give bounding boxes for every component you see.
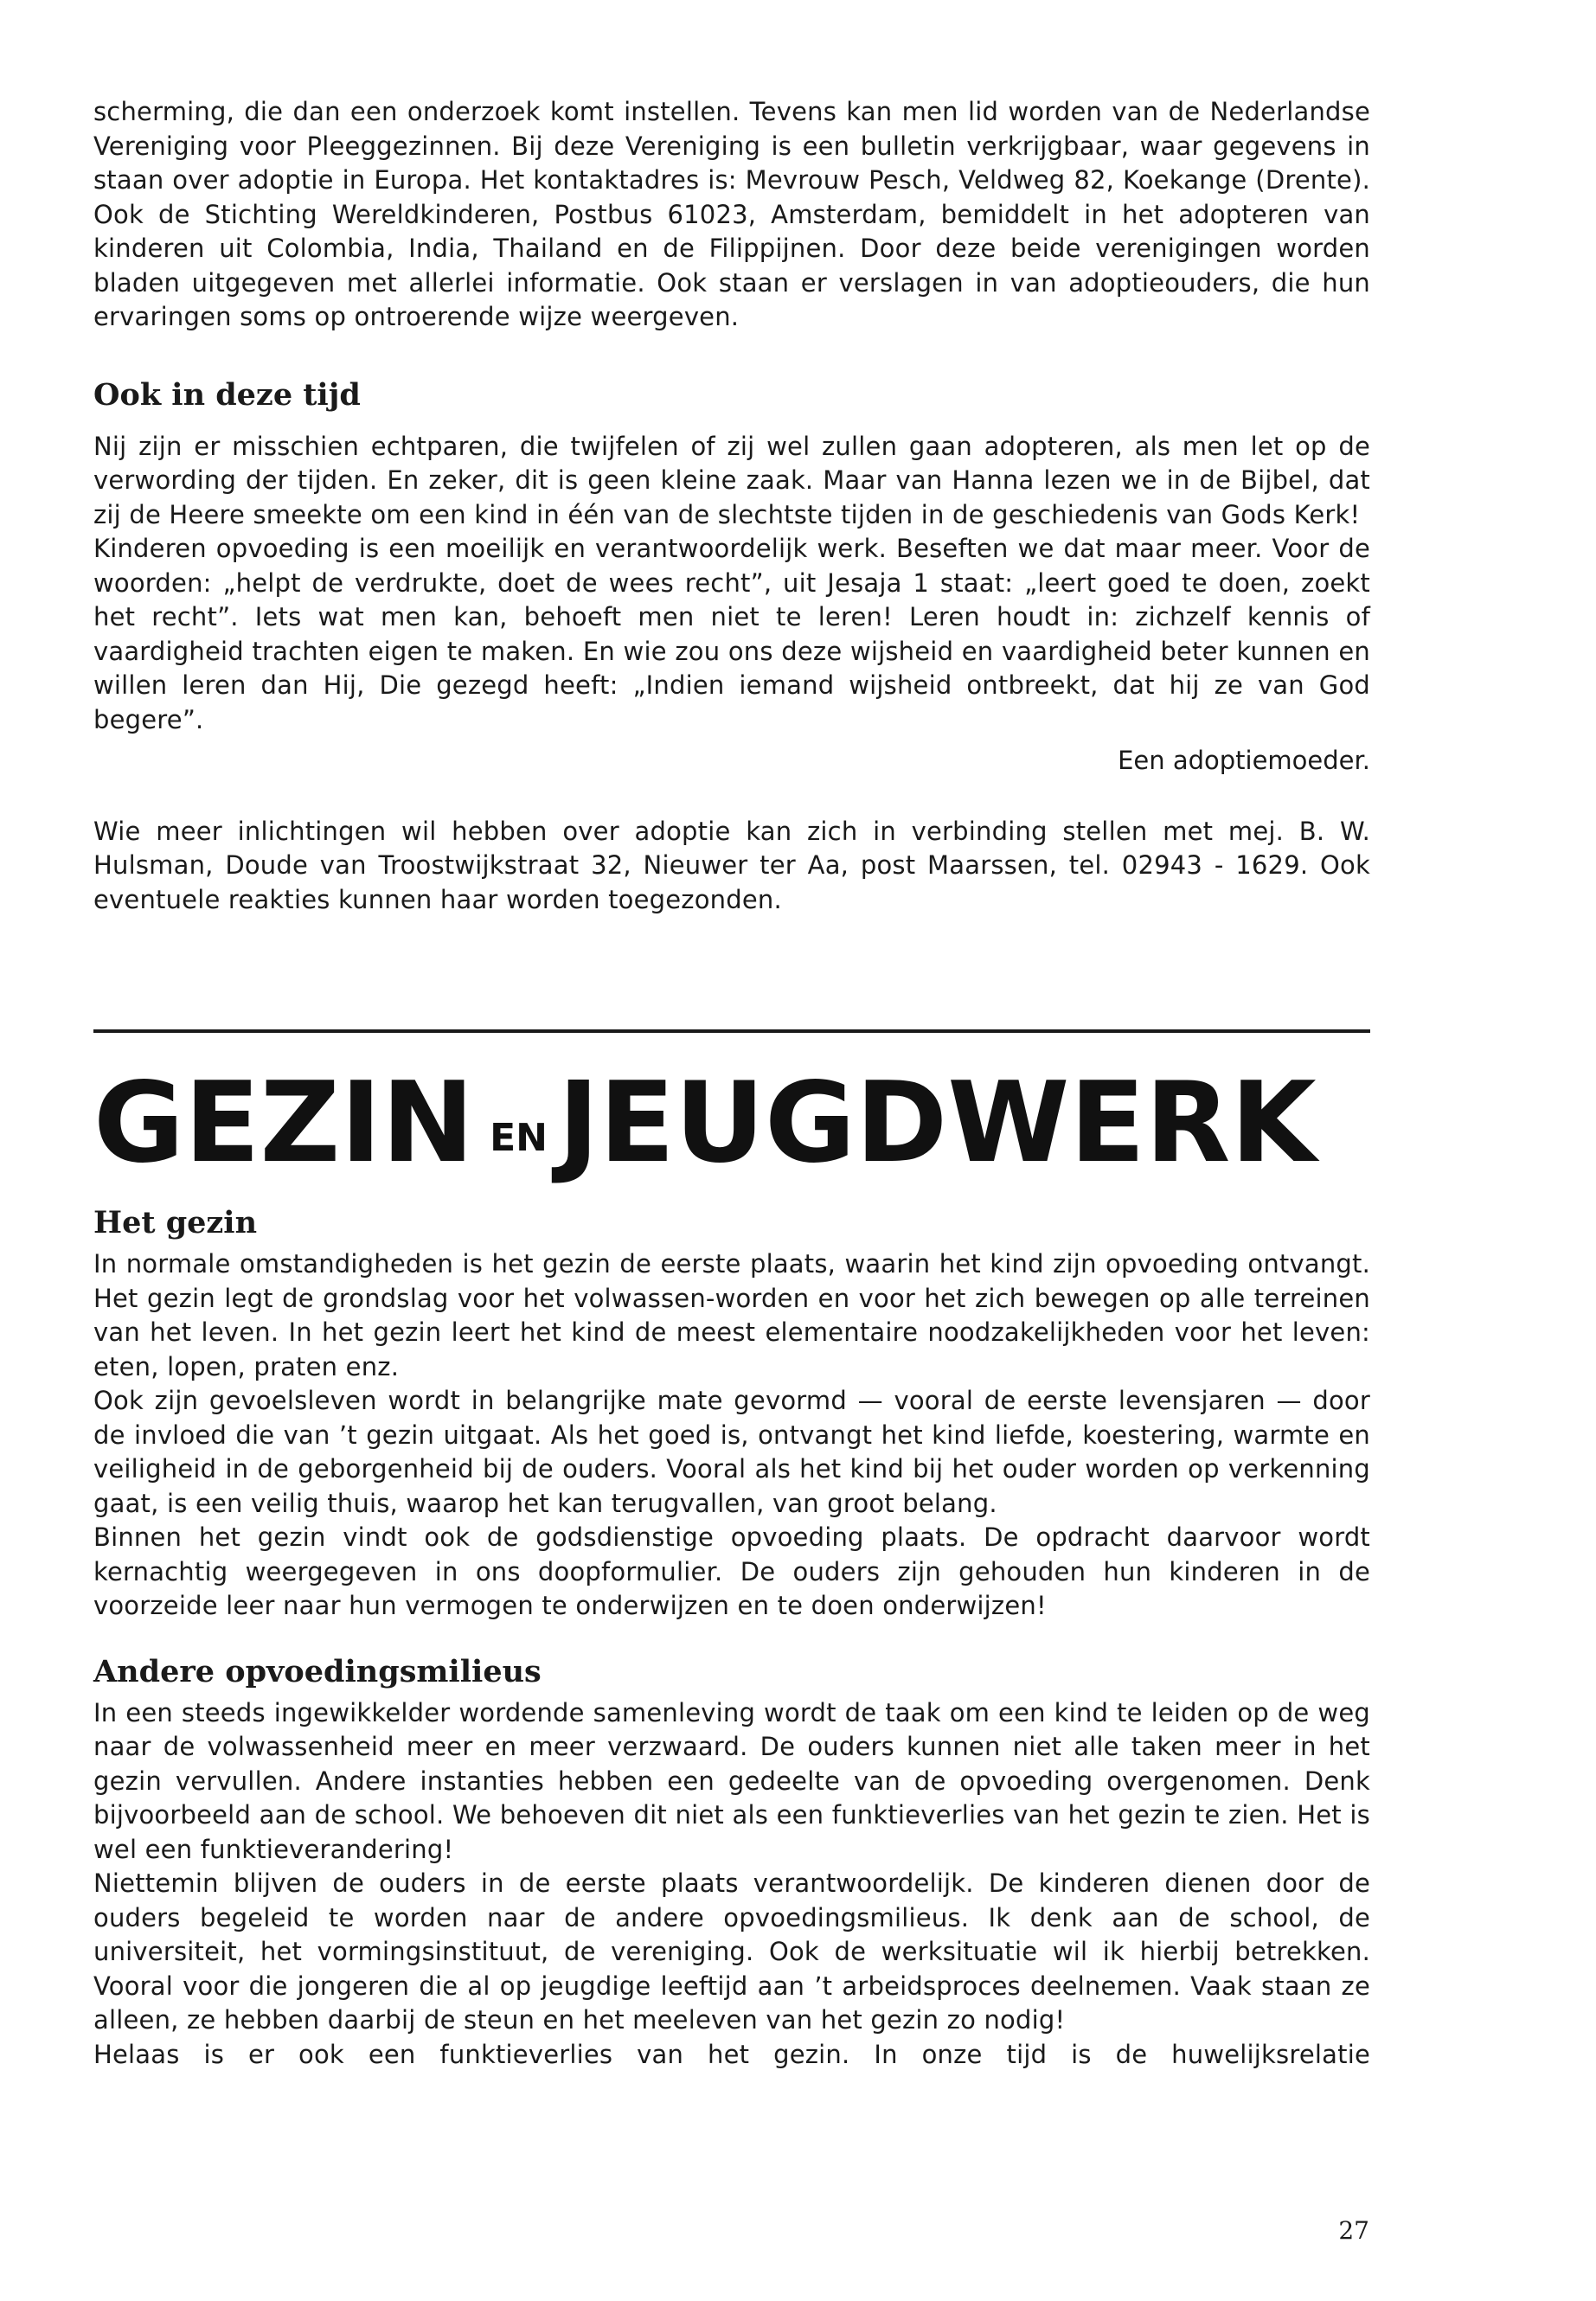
section1-paragraph-2: Kinderen opvoeding is een moeilijk en verantwoordelijk werk. Beseften we dat maar meer. Voor de woorden: „helpt de verdrukte, doet de wees recht”, uit Jesaja 1 staat: „leert goed te doen, zoekt het recht”. Iets wat men kan, behoeft men niet te leren! Leren houdt in: zichzelf kennis of vaardigheid trachten eigen te maken. En wie zou ons deze wijsheid en vaardigheid beter kunnen en willen leren dan Hij, Die gezegd heeft: „Indien iemand wijsheid ontbreekt, dat hij ze van God begere”. <box>93 534 1370 734</box>
banner-word-jeugdwerk: JEUGDWERK <box>557 1059 1317 1188</box>
banner-title <box>93 1059 1370 1188</box>
section3-paragraph-3: Helaas is er ook een funktieverlies van het gezin. In onze tijd is de huwelijksrelatie <box>93 2039 1370 2069</box>
signature: Een adoptiemoeder. <box>1118 746 1370 775</box>
section3-paragraph-2: Niettemin blijven de ouders in de eerste plaats verantwoordelijk. De kinderen dienen door de ouders begeleid te worden naar de andere opvoedingsmilieus. Ik denk aan de school, de universiteit, het vormingsinstituut, de vereniging. Ook de werksituatie wil ik hierbij betrekken. Vooral voor die jongeren die al op jeugdige leeftijd aan ’t arbeidsproces deelnemen. Vaak staan ze alleen, ze hebben daarbij de steun en het meeleven van het gezin zo nodig! <box>93 1868 1370 2035</box>
page-number: 27 <box>1338 2216 1369 2245</box>
page-content-top <box>93 95 1370 917</box>
page-content-bottom <box>93 1204 1370 2072</box>
contact-paragraph: Wie meer inlichtingen wil hebben over adoptie kan zich in verbinding stellen met mej. B. W. Hulsman, Doude van Troostwijkstraat 32, Nieuwer ter Aa, post Maarssen, tel. 02943 - 1629. Ook eventuele reakties kunnen haar worden toegezonden. <box>93 816 1370 914</box>
banner-word-en: EN <box>490 1116 548 1160</box>
heading-andere-opvoedingsmilieus: Andere opvoedingsmilieus <box>93 1653 542 1689</box>
heading-het-gezin: Het gezin <box>93 1205 258 1240</box>
section-divider <box>93 1029 1370 1033</box>
section2-paragraph-2: Ook zijn gevoelsleven wordt in belangrijke mate gevormd — vooral de eerste levensjaren — door de invloed die van ’t gezin uitgaat. Als het goed is, ontvangt het kind liefde, koestering, warmte en veiligheid in de geborgenheid bij de ouders. Vooral als het kind bij het ouder worden op verkenning gaat, is een veilig thuis, waarop het kan terugvallen, van groot belang. <box>93 1386 1370 1518</box>
section1-paragraph-1: Nij zijn er misschien echtparen, die twijfelen of zij wel zullen gaan adopteren, als men let op de verwording der tijden. En zeker, dit is geen kleine zaak. Maar van Hanna lezen we in de Bijbel, dat zij de Heere smeekte om een kind in één van de slechtste tijden in de geschiedenis van Gods Kerk! <box>93 431 1370 529</box>
banner-word-gezin: GEZIN <box>93 1059 475 1188</box>
heading-ook-in-deze-tijd: Ook in deze tijd <box>93 376 361 413</box>
intro-paragraph: scherming, die dan een onderzoek komt instellen. Tevens kan men lid worden van de Nederlandse Vereniging voor Pleeggezinnen. Bij deze Vereniging is een bulletin verkrijgbaar, waar gegevens in staan over adoptie in Europa. Het kontaktadres is: Mevrouw Pesch, Veldweg 82, Koekange (Drente). Ook de Stichting Wereldkinderen, Postbus 61023, Amsterdam, bemiddelt in het adopteren van kinderen uit Colombia, India, Thailand en de Filippijnen. Door deze beide verenigingen worden bladen uitgegeven met allerlei informatie. Ook staan er verslagen in van adoptieouders, die hun ervaringen soms op ontroerende wijze weergeven. <box>93 97 1370 331</box>
section2-paragraph-3: Binnen het gezin vindt ook de godsdienstige opvoeding plaats. De opdracht daarvoor wordt kernachtig weergegeven in ons doopformulier. De ouders zijn gehouden hun kinderen in de voorzeide leer naar hun vermogen te onderwijzen en te doen onderwijzen! <box>93 1522 1370 1620</box>
section3-paragraph-1: In een steeds ingewikkelder wordende samenleving wordt de taak om een kind te leiden op de weg naar de volwassenheid meer en meer verzwaard. De ouders kunnen niet alle taken meer in het gezin vervullen. Andere instanties hebben een gedeelte van de opvoeding overgenomen. Denk bijvoorbeeld aan de school. We behoeven dit niet als een funktieverlies van het gezin te zien. Het is wel een funktieverandering! <box>93 1697 1370 1864</box>
section2-paragraph-1: In normale omstandigheden is het gezin de eerste plaats, waarin het kind zijn opvoeding ontvangt. Het gezin legt de grondslag voor het volwassen-worden en voor het zich bewegen op alle terreinen van het leven. In het gezin leert het kind de meest elementaire noodzakelijkheden voor het leven: eten, lopen, praten enz. <box>93 1249 1370 1381</box>
